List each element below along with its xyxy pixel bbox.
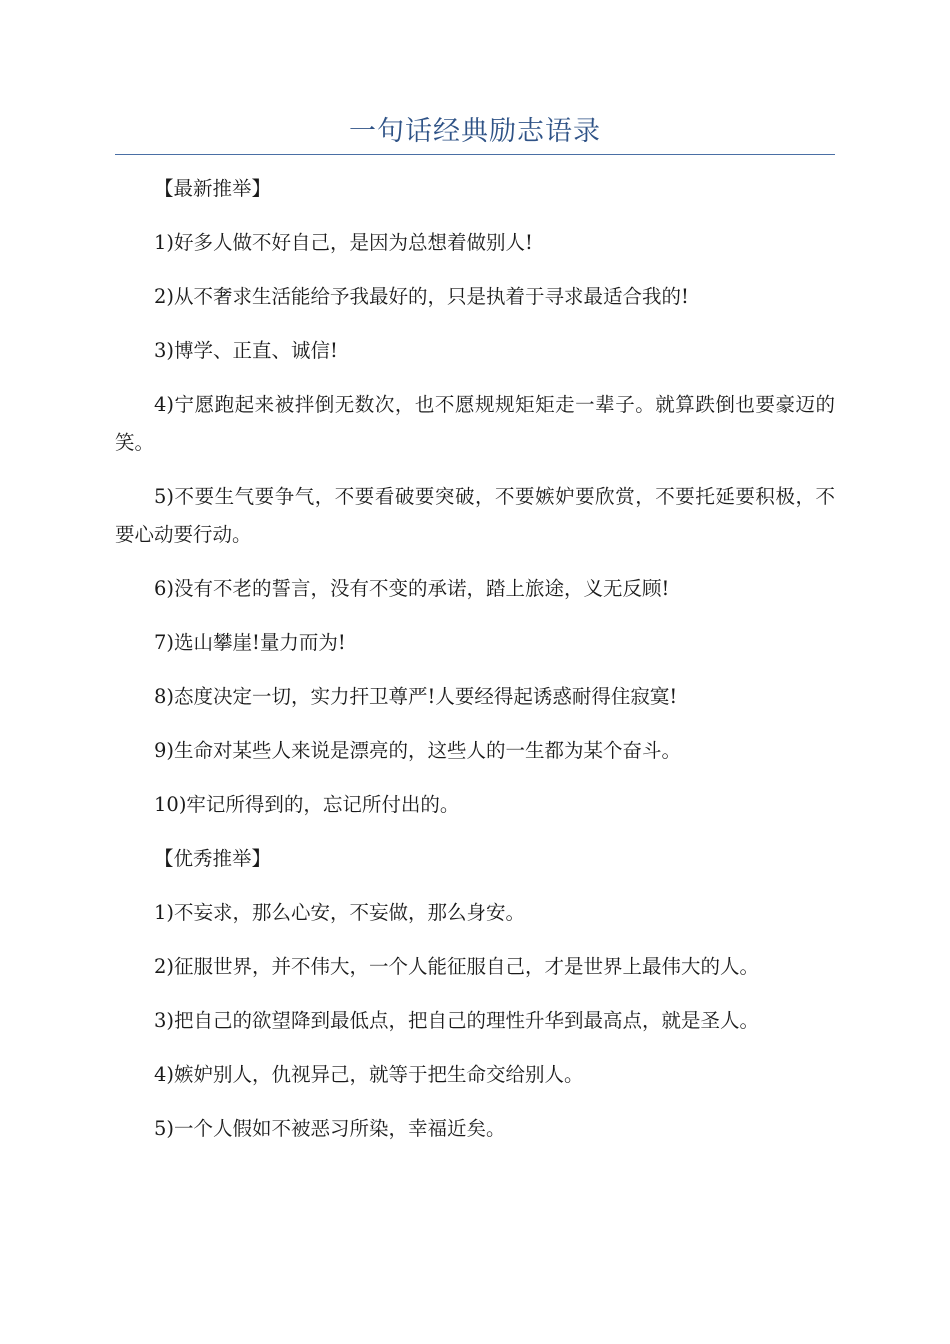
quote-paragraph: 10)牢记所得到的，忘记所付出的。 bbox=[154, 793, 460, 816]
quote-paragraph: 5)不要生气要争气，不要看破要突破，不要嫉妒要欣赏，不要托延要积极，不要心动要行动。 bbox=[115, 485, 835, 546]
quote-paragraph: 1)好多人做不好自己，是因为总想着做别人! bbox=[154, 231, 533, 254]
quote-paragraph: 7)选山攀崖!量力而为! bbox=[154, 631, 346, 654]
document-body bbox=[115, 170, 835, 1164]
quote-paragraph: 4)宁愿跑起来被拌倒无数次，也不愿规规矩矩走一辈子。就算跌倒也要豪迈的笑。 bbox=[115, 393, 835, 454]
quote-paragraph: 5)一个人假如不被恶习所染，幸福近矣。 bbox=[154, 1117, 506, 1140]
quote-paragraph: 4)嫉妒别人，仇视异己，就等于把生命交给别人。 bbox=[154, 1063, 584, 1086]
title-underline bbox=[115, 154, 835, 155]
quote-paragraph: 1)不妄求，那么心安，不妄做，那么身安。 bbox=[154, 901, 526, 924]
quote-paragraph: 2)从不奢求生活能给予我最好的，只是执着于寻求最适合我的! bbox=[154, 285, 689, 308]
document-title: 一句话经典励志语录 bbox=[349, 116, 601, 147]
quote-paragraph: 3)把自己的欲望降到最低点，把自己的理性升华到最高点，就是圣人。 bbox=[154, 1009, 760, 1032]
quote-paragraph: 6)没有不老的誓言，没有不变的承诺，踏上旅途，义无反顾! bbox=[154, 577, 670, 600]
section-heading-latest: 【最新推举】 bbox=[154, 177, 272, 200]
section-heading-excellent: 【优秀推举】 bbox=[154, 847, 272, 870]
quote-paragraph: 9)生命对某些人来说是漂亮的，这些人的一生都为某个奋斗。 bbox=[154, 739, 682, 762]
quote-paragraph: 8)态度决定一切，实力扞卫尊严!人要经得起诱惑耐得住寂寞! bbox=[154, 685, 678, 708]
quote-paragraph: 2)征服世界，并不伟大，一个人能征服自己，才是世界上最伟大的人。 bbox=[154, 955, 760, 978]
quote-paragraph: 3)博学、正直、诚信! bbox=[154, 339, 338, 362]
